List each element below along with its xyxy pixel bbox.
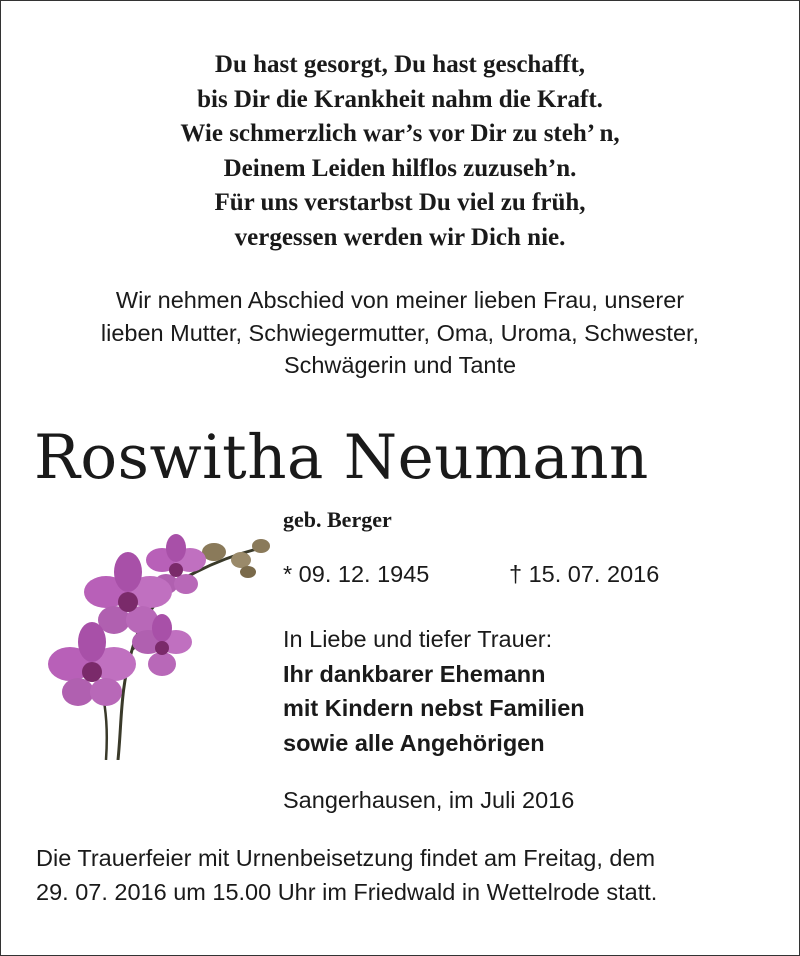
mourner-line: Ihr dankbarer Ehemann (283, 660, 546, 687)
death-date: † 15. 07. 2016 (509, 561, 660, 587)
intro-line: Schwägerin und Tante (283, 352, 517, 378)
poem-line: bis Dir die Krankheit nahm die Kraft. (197, 85, 603, 113)
maiden-name: geb. Berger (283, 507, 392, 532)
poem-line: Deinem Leiden hilflos zuzuseh’n. (223, 154, 577, 182)
intro-line: Wir nehmen Abschied von meiner lieben Frau, unserer (115, 287, 685, 313)
mourners-block (283, 622, 783, 760)
poem-line: Für uns verstarbst Du viel zu früh, (214, 189, 586, 216)
mourner-line: mit Kindern nebst Familien (283, 695, 585, 721)
mourners-intro: In Liebe und tiefer Trauer: (283, 626, 553, 652)
farewell-intro (0, 284, 800, 382)
orchid-icon (36, 530, 276, 760)
funeral-line: Die Trauerfeier mit Urnenbeisetzung findet am Freitag, dem (36, 845, 656, 871)
life-dates (283, 557, 783, 591)
poem-line: Du hast gesorgt, Du hast geschafft, (214, 51, 586, 78)
funeral-notice (36, 842, 786, 909)
place-date: Sangerhausen, im Juli 2016 (283, 787, 575, 813)
poem-line: vergessen werden wir Dich nie. (234, 223, 566, 251)
intro-line: lieben Mutter, Schwiegermutter, Oma, Uroma, Schwester, (100, 319, 700, 346)
poem-line: Wie schmerzlich war’s vor Dir zu steh’ n, (180, 120, 620, 147)
birth-date: * 09. 12. 1945 (283, 561, 430, 587)
funeral-line: 29. 07. 2016 um 15.00 Uhr im Friedwald in Wettelrode statt. (36, 878, 658, 905)
mourner-line: sowie alle Angehörigen (283, 729, 545, 756)
deceased-name: Roswitha Neumann (34, 422, 649, 493)
poem (0, 48, 800, 255)
